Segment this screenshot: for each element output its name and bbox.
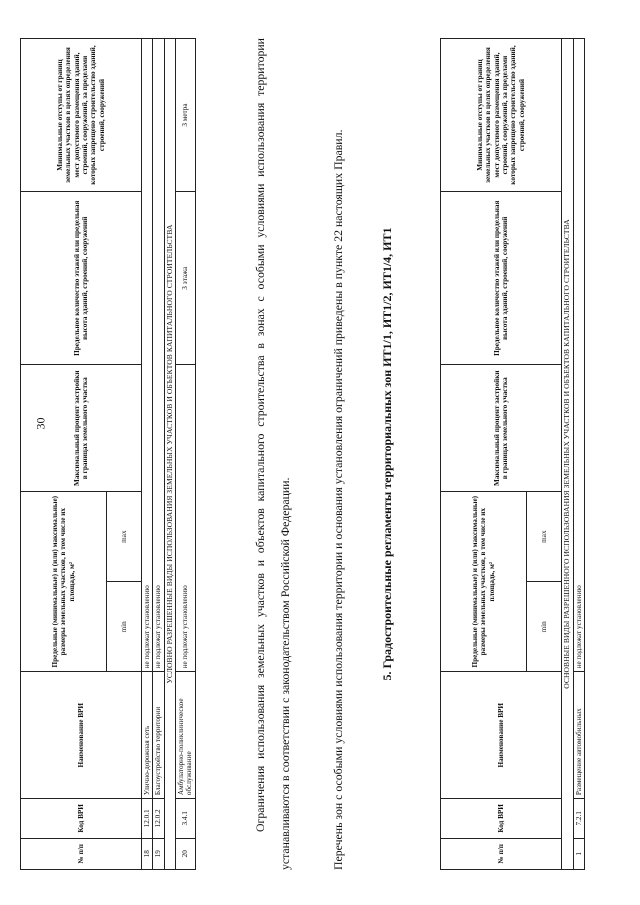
row-code: 3.4.1 bbox=[176, 799, 196, 839]
header-code: Код ВРИ bbox=[21, 799, 142, 839]
section-row bbox=[562, 39, 574, 870]
row-code: 7.2.1 bbox=[573, 799, 584, 839]
header-percent: Максимальный процент застройки в границах земельного участка bbox=[21, 365, 142, 492]
row-name: Размещение автомобильных bbox=[573, 672, 584, 799]
header-size: Предельные (минимальные) и (или) максимальные) размеры земельных участков, в том числе их площадь, м² bbox=[441, 492, 527, 672]
header-floors: Предельное количество этажей или предельная высота зданий, строений, сооружений bbox=[441, 192, 562, 365]
row-code: 12.0.1 bbox=[142, 799, 153, 839]
row-distance: 3 метра bbox=[176, 39, 196, 192]
page-number: 30 bbox=[33, 417, 48, 430]
header-min: min bbox=[527, 582, 562, 672]
header-distance: Минимальные отступы от границ земельных участков в целях определения мест допустимого размещения зданий, строений, сооружений, за пределами которых запрещено строительство зданий, строений, сооружений bbox=[21, 39, 142, 192]
header-name: Наименование ВРИ bbox=[21, 672, 142, 799]
row-name: Амбулаторно-поликлиническое обслуживание bbox=[176, 672, 196, 799]
regulations-table-1 bbox=[20, 38, 196, 870]
table-row bbox=[142, 39, 153, 870]
header-max: max bbox=[527, 492, 562, 582]
row-floors: 3 этажа bbox=[176, 192, 196, 365]
table-header-row bbox=[441, 39, 527, 870]
row-name: Благоустройство территории bbox=[153, 672, 164, 799]
row-no: 20 bbox=[176, 838, 196, 869]
rotated-page-content bbox=[20, 38, 600, 870]
header-name: Наименование ВРИ bbox=[441, 672, 562, 799]
section-title: УСЛОВНО РАЗРЕШЕННЫЕ ВИДЫ ИСПОЛЬЗОВАНИЯ ЗЕМЕЛЬНЫХ УЧАСТКОВ И ОБЪЕКТОВ КАПИТАЛЬНОГО СТРОИТЕЛЬСТВА bbox=[164, 39, 176, 870]
row-value: не подлежат установлению bbox=[176, 365, 196, 672]
header-no: № п/п bbox=[21, 838, 142, 869]
table-row bbox=[176, 39, 196, 870]
section-title: ОСНОВНЫЕ ВИДЫ РАЗРЕШЕННОГО ИСПОЛЬЗОВАНИЯ ЗЕМЕЛЬНЫХ УЧАСТКОВ И ОБЪЕКТОВ КАПИТАЛЬНОГО СТРОИТЕЛЬСТВА bbox=[562, 39, 574, 870]
row-value: не подлежат установлению bbox=[153, 39, 164, 672]
header-size: Предельные (минимальные) и (или) максимальные) размеры земельных участков, в том числе их площадь, м² bbox=[21, 492, 107, 672]
regulations-table-2 bbox=[440, 38, 585, 870]
row-code: 12.0.2 bbox=[153, 799, 164, 839]
zones-list-paragraph: Перечень зон с особыми условиями использования территории и основания установления ограничений приведены в пункте 22 настоящих Правил. bbox=[331, 129, 345, 870]
row-no: 1 bbox=[573, 838, 584, 869]
restrictions-paragraph: Ограничения использования земельных участков и объектов капитального строительства в зонах с особыми условиями использования территории устанавливаются в соответствии с законодательством Российской Федерации. bbox=[253, 38, 292, 870]
header-min: min bbox=[107, 582, 142, 672]
row-no: 19 bbox=[153, 838, 164, 869]
row-no: 18 bbox=[142, 838, 153, 869]
row-value: не подлежат установлению bbox=[573, 39, 584, 672]
table-row bbox=[153, 39, 164, 870]
header-percent: Максимальный процент застройки в границах земельного участка bbox=[441, 365, 562, 492]
table-row bbox=[573, 39, 584, 870]
row-value: не подлежат установлению bbox=[142, 39, 153, 672]
header-no: № п/п bbox=[441, 838, 562, 869]
header-max: max bbox=[107, 492, 142, 582]
header-floors: Предельное количество этажей или предельная высота зданий, строений, сооружений bbox=[21, 192, 142, 365]
row-name: Улично-дорожная сеть bbox=[142, 672, 153, 799]
section-heading: 5. Градостроительные регламенты территориальных зон ИТ1/1, ИТ1/2, ИТ1/4, ИТ1 bbox=[380, 227, 394, 681]
section-row bbox=[164, 39, 176, 870]
header-distance: Минимальные отступы от границ земельных участков в целях определения мест допустимого размещения зданий, строений, сооружений, за пределами которых запрещено строительство зданий, строений, сооружений bbox=[441, 39, 562, 192]
table-header-row bbox=[21, 39, 107, 870]
header-code: Код ВРИ bbox=[441, 799, 562, 839]
